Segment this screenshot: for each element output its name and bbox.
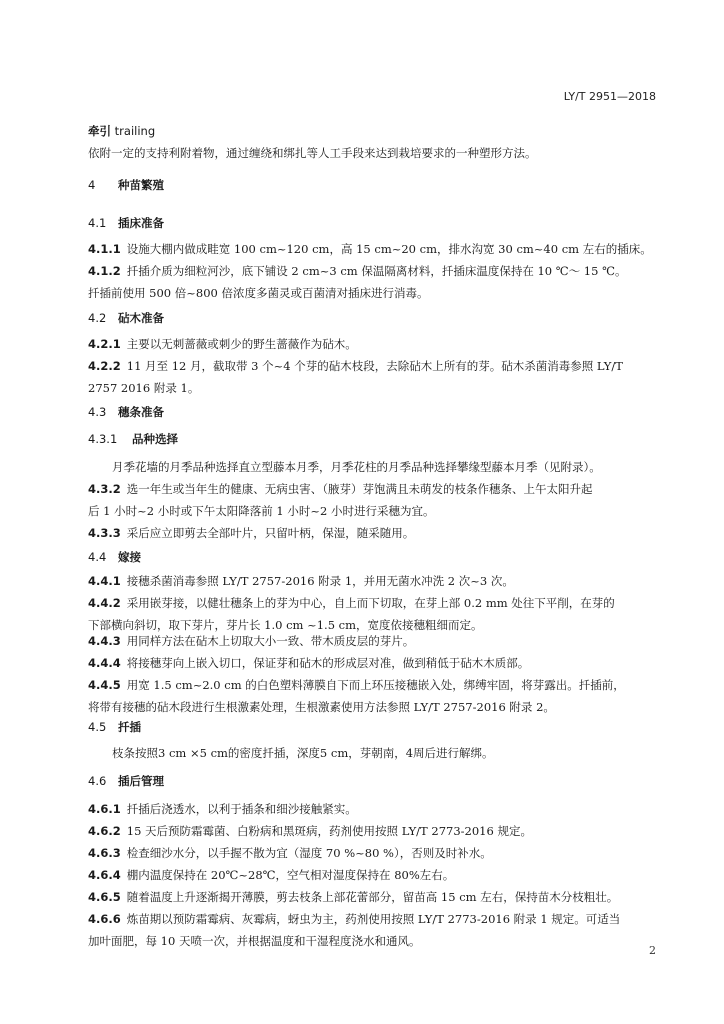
section-4-3-heading <box>88 401 658 423</box>
section-number: 4.2 <box>88 311 107 325</box>
clause-number: 4.6.4 <box>88 868 121 882</box>
clause-text: 枝条按照3 cm ×5 cm的密度扦插，深度5 cm，芽朝南，4周后进行解绑。 <box>112 746 494 760</box>
section-number: 4.1 <box>88 216 107 230</box>
clause-4-2-2 <box>88 355 658 399</box>
clause-text-line-1: 用宽 1.5 cm~2.0 cm 的白色塑料薄膜自下而上环压接穗嵌入处，绑缚牢固，将芽露出。扦插前， <box>126 678 625 692</box>
clause-text-line-2: 加叶面肥，每 10 天喷一次，并根据温度和干湿程度浇水和通风。 <box>88 934 421 948</box>
section-title: 嫁接 <box>118 550 141 564</box>
clause-text-line-2: 扦插前使用 500 倍~800 倍浓度多菌灵或百菌清对插床进行消毒。 <box>88 286 429 300</box>
clause-number: 4.3.2 <box>88 482 121 496</box>
clause-4-4-5 <box>88 674 658 718</box>
clause-number: 4.6.3 <box>88 846 121 860</box>
section-4-5-heading <box>88 716 658 738</box>
clause-text-line-2: 将带有接穗的砧木段进行生根激素处理，生根激素使用方法参照 LY/T 2757-2016 附录 2。 <box>88 700 555 714</box>
clause-number: 4.3.3 <box>88 526 121 540</box>
clause-number: 4.6.1 <box>88 802 121 816</box>
section-4-heading <box>88 174 658 196</box>
section-title: 插床准备 <box>118 216 164 230</box>
clause-text-line-1: 选一年生或当年生的健康、无病虫害、（腋芽）芽饱满且未萌发的枝条作穗条、上午太阳升起 <box>126 482 593 496</box>
clause-4-3-1-heading <box>88 428 658 450</box>
clause-text: 月季花墙的月季品种选择直立型藤本月季，月季花柱的月季品种选择攀缘型藤本月季（见附录）。 <box>112 460 601 474</box>
section-number: 4.6 <box>88 774 107 788</box>
term-en: trailing <box>114 124 156 138</box>
clause-number: 4.4.1 <box>88 574 121 588</box>
section-title: 穗条准备 <box>118 405 164 419</box>
clause-number: 4.4.3 <box>88 634 121 648</box>
clause-4-6-5 <box>88 886 658 908</box>
clause-title: 品种选择 <box>132 432 178 446</box>
standard-number-header: LY/T 2951—2018 <box>563 90 656 103</box>
clause-number: 4.2.1 <box>88 337 121 351</box>
clause-4-3-1-body <box>88 456 658 478</box>
section-number: 4.4 <box>88 550 107 564</box>
clause-number: 4.1.2 <box>88 264 121 278</box>
clause-4-6-4 <box>88 864 658 886</box>
clause-number: 4.4.2 <box>88 596 121 610</box>
section-number: 4 <box>88 178 96 192</box>
section-title: 砧木准备 <box>118 311 164 325</box>
clause-4-6-2 <box>88 820 658 842</box>
clause-4-6-1 <box>88 798 658 820</box>
section-4-4-heading <box>88 546 658 568</box>
clause-number: 4.6.5 <box>88 890 121 904</box>
clause-4-6-3 <box>88 842 658 864</box>
clause-4-2-1 <box>88 333 658 355</box>
clause-4-4-4 <box>88 652 658 674</box>
term-definition-block <box>88 120 658 164</box>
clause-4-1-2 <box>88 260 658 304</box>
clause-number: 4.2.2 <box>88 359 121 373</box>
clause-text-line-1: 采用嵌芽接，以健壮穗条上的芽为中心，自上而下切取，在芽上部 0.2 mm 处往下平削，在芽的 <box>126 596 615 610</box>
clause-number: 4.6.6 <box>88 912 121 926</box>
clause-text: 用同样方法在砧木上切取大小一致、带木质皮层的芽片。 <box>126 634 415 648</box>
clause-text-line-2: 2757 2016 附录 1。 <box>88 381 200 395</box>
clause-text-line-1: 扦插介质为细粒河沙，底下铺设 2 cm~3 cm 保温隔离材料，扦插床温度保持在 10 ℃～ 15 ℃。 <box>126 264 627 278</box>
clause-number: 4.4.5 <box>88 678 121 692</box>
section-title: 插后管理 <box>118 774 164 788</box>
clause-text: 15 天后预防霜霉菌、白粉病和黑斑病，药剂使用按照 LY/T 2773-2016 规定。 <box>126 824 532 838</box>
clause-4-3-2 <box>88 478 658 522</box>
clause-number: 4.3.1 <box>88 432 118 446</box>
section-title: 种苗繁殖 <box>118 178 164 192</box>
clause-text-line-1: 11 月至 12 月，截取带 3 个~4 个芽的砧木枝段，去除砧木上所有的芽。砧木杀菌消毒参照 LY/T <box>126 359 623 373</box>
section-number: 4.5 <box>88 720 107 734</box>
clause-text: 检查细沙水分，以手握不散为宜（湿度 70 %~80 %），否则及时补水。 <box>126 846 492 860</box>
section-4-6-heading <box>88 770 658 792</box>
clause-text: 设施大棚内做成畦宽 100 cm~120 cm，高 15 cm~20 cm，排水沟宽 30 cm~40 cm 左右的插床。 <box>126 242 652 256</box>
clause-number: 4.6.2 <box>88 824 121 838</box>
clause-text: 将接穗芽向上嵌入切口，保证芽和砧木的形成层对准，做到稍低于砧木木质部。 <box>126 656 530 670</box>
section-number: 4.3 <box>88 405 107 419</box>
clause-text-line-2: 后 1 小时~2 小时或下午太阳降落前 1 小时~2 小时进行采穗为宜。 <box>88 504 435 518</box>
section-4-2-heading <box>88 307 658 329</box>
clause-text: 随着温度上升逐渐揭开薄膜，剪去枝条上部花蕾部分，留苗高 15 cm 左右，保持苗木分枝粗壮。 <box>126 890 619 904</box>
section-title: 扦插 <box>118 720 141 734</box>
clause-4-3-3 <box>88 522 658 544</box>
term-cn: 牵引 <box>88 124 111 138</box>
clause-text: 采后应立即剪去全部叶片，只留叶柄，保湿，随采随用。 <box>126 526 415 540</box>
clause-4-4-1 <box>88 570 658 592</box>
clause-text: 主要以无刺蔷薇或刺少的野生蔷薇作为砧木。 <box>126 337 357 351</box>
clause-4-4-3 <box>88 630 658 652</box>
clause-text-line-2: 下部横向斜切，取下芽片，芽片长 1.0 cm ~1.5 cm，宽度依接穗粗细而定。 <box>88 618 483 632</box>
clause-number: 4.4.4 <box>88 656 121 670</box>
clause-text: 接穗杀菌消毒参照 LY/T 2757-2016 附录 1，并用无菌水冲洗 2 次~3 次。 <box>126 574 514 588</box>
clause-4-5-body <box>88 742 658 764</box>
term-definition: 依附一定的支持利附着物，通过缠绕和绑扎等人工手段来达到栽培要求的一种塑形方法。 <box>88 146 537 160</box>
term-heading <box>88 120 658 142</box>
clause-4-6-6 <box>88 908 658 952</box>
clause-text: 棚内温度保持在 20℃~28℃，空气相对湿度保持在 80%左右。 <box>126 868 455 882</box>
clause-text: 扦插后浇透水，以利于插条和细沙接触紧实。 <box>126 802 357 816</box>
page-number: 2 <box>649 944 656 957</box>
clause-number: 4.1.1 <box>88 242 121 256</box>
section-4-1-heading <box>88 212 658 234</box>
clause-4-1-1 <box>88 238 658 260</box>
clause-text-line-1: 炼苗期以预防霜霉病、灰霉病，蚜虫为主，药剂使用按照 LY/T 2773-2016 附录 1 规定。可适当 <box>126 912 621 926</box>
